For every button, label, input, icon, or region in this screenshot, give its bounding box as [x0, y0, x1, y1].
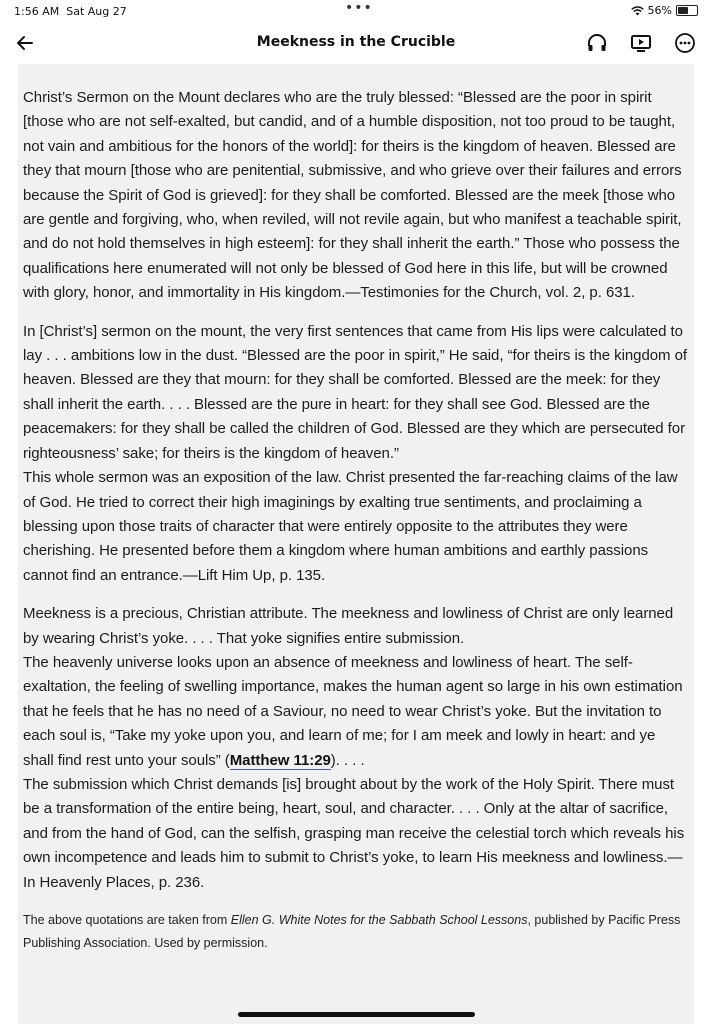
home-indicator[interactable] [238, 1012, 475, 1017]
quote-paragraph-2 [23, 320, 688, 588]
paragraph-text [23, 651, 688, 773]
page-title: Meekness in the Crucible [256, 34, 456, 50]
more-circle-icon[interactable] [673, 31, 697, 55]
multitasking-dots[interactable]: ••• [345, 0, 373, 16]
paragraph-text: The submission which Christ demands [is] brought about by the work of the Holy Spirit. There must be a transformation of the entire being, heart, soul, and character. . . . Only at the altar of sacrifice, and from the hand of God, can the selfish, grasping man receive the celestial torch which reveals his own incompetence and leads him to submit to Christ’s yoke, to learn His meekness and lowliness.—In Heavenly Places, p. 236. [23, 775, 685, 891]
status-time-text: 1:56 AM [14, 5, 60, 18]
scripture-reference-link[interactable]: Matthew 11:29 [229, 751, 331, 769]
paragraph-text-before-link: The heavenly universe looks upon an absence of meekness and lowliness of heart. The self-exaltation, the feeling of swelling importance, makes the human agent so large in his own estimation that he feels that he has no need of a Saviour, no need to wear Christ’s yoke. But the invitation to each soul is, “Take my yoke upon you, and learn of me; for I am meek and lowly in heart: and ye shall find rest unto your souls” ( [23, 653, 683, 769]
headphones-icon[interactable] [585, 31, 609, 55]
attribution-footnote [23, 909, 688, 955]
status-bar [0, 0, 712, 22]
wifi-icon [631, 6, 644, 16]
play-screen-icon[interactable] [629, 31, 653, 55]
battery-icon [676, 5, 698, 16]
footnote-text: , published by Pacific Press Publishing Association. Used by permission. [23, 913, 681, 950]
battery-fill [678, 7, 688, 14]
reading-content[interactable] [18, 64, 694, 1024]
paragraph-text: Meekness is a precious, Christian attribute. The meekness and lowliness of Christ are only learned by wearing Christ’s yoke. . . . That yoke signifies entire submission. [23, 605, 674, 647]
status-time [14, 5, 127, 18]
paragraph-text-after-link: ). . . . [330, 751, 365, 769]
status-indicators [631, 4, 698, 17]
footnote-book-title: Ellen G. White Notes for the Sabbath School Lessons [230, 913, 528, 927]
battery-percent: 56% [647, 4, 672, 17]
status-date: Sat Aug 27 [66, 5, 127, 18]
paragraph-text: Christ’s Sermon on the Mount declares who are the truly blessed: “Blessed are the poor in spirit [those who are not self-exalted, but candid, and of a humble disposition, not too proud to be taught, not vain and ambitious for the honors of the world]: for theirs is the kingdom of heaven. Blessed are they that mourn [those who are penitential, submissive, and who grieve over their failures and errors because the Spirit of God is grieved]: for they shall be comforted. Blessed are the meek [those who are gentle and forgiving, who, when reviled, will not revile again, but who manifest a teachable spirit, and do not hold themselves in high esteem]: for they shall inherit the earth.” Those who possess the qualifications here enumerated will not only be blessed of God here in this life, but will be crowned with glory, honor, and immortality in His kingdom.—Testimonies for the Church, vol. 2, p. 631. [23, 89, 682, 302]
paragraph-text: This whole sermon was an exposition of the law. Christ presented the far-reaching claims of the law of God. He tried to correct their high imaginings by exalting true sentiments, and proclaiming a blessing upon those traits of character that were entirely opposite to the attributes they were cherishing. He presented before them a kingdom where human ambitions and earthly passions cannot find an entrance.—Lift Him Up, p. 135. [23, 469, 678, 584]
nav-bar [0, 22, 712, 64]
paragraph-text: In [Christ’s] sermon on the mount, the very first sentences that came from His lips were calculated to lay . . . ambitions low in the dust. “Blessed are the poor in spirit,” He said, “for theirs is the kingdom of heaven. Blessed are they that mourn: for they shall be comforted. Blessed are the meek: for they shall inherit the earth. . . . Blessed are the pure in heart: for they shall see God. Blessed are the peacemakers: for they shall be called the children of God. Blessed are they which are persecuted for righteousness’ sake; for theirs is the kingdom of heaven.” [23, 322, 688, 462]
quote-paragraph-1 [23, 86, 688, 306]
footnote-text: The above quotations are taken from [23, 913, 231, 927]
quote-paragraph-3 [23, 602, 688, 895]
